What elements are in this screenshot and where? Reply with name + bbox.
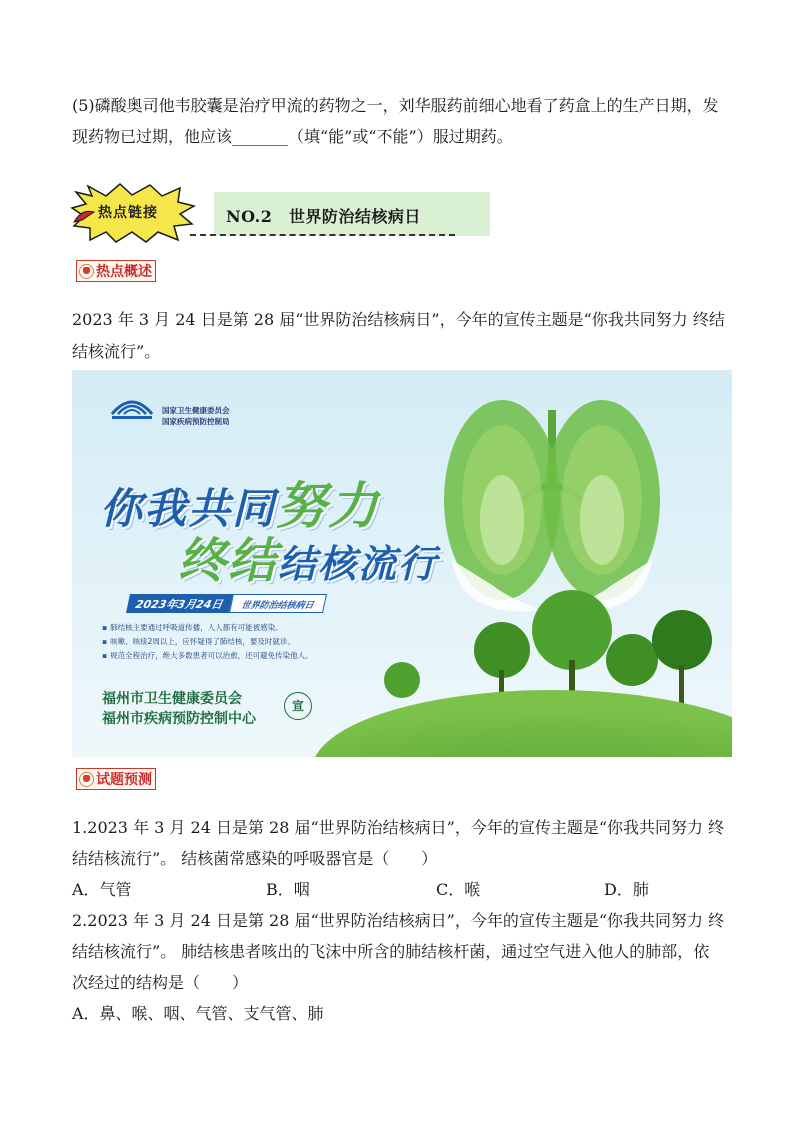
prediction-tag-label: 试题预测 [96, 772, 152, 788]
overview-line-2: 结核流行”。 [72, 342, 161, 361]
poster-date: 2023年3月24日 [126, 594, 233, 613]
poster-issuer-2: 福州市疾病预防控制中心 [102, 711, 256, 727]
tb-day-poster [72, 370, 732, 757]
headline-1-part-a: 你我共同 [100, 484, 277, 533]
poster-date-banner [128, 594, 325, 613]
topic-box [214, 192, 490, 236]
q1-line-2: 结结核流行”。 结核菌常感染的呼吸器官是（ ） [72, 849, 438, 868]
hot-link-label: 热点链接 [98, 205, 158, 221]
poster-org-1: 国家卫生健康委员会 [162, 406, 230, 415]
headline-2-part-a: 终结 [178, 533, 279, 589]
headline-2-part-b: 结核流行 [278, 542, 439, 586]
topic-title: NO.2 世界防治结核病日 [226, 207, 421, 226]
overview-tag-label: 热点概述 [96, 264, 152, 280]
q2-option-a: A．鼻、喉、咽、气管、支气管、肺 [72, 1004, 324, 1023]
hot-link-badge [68, 182, 198, 244]
q2-line-1: 2.2023 年 3 月 24 日是第 28 届“世界防治结核病日”，今年的宣传主题是“你我共同努力 终 [72, 911, 725, 930]
poster-issuer-1: 福州市卫生健康委员会 [102, 691, 242, 707]
poster-headline-2 [178, 522, 438, 591]
q1-option-a: A．气管 [72, 880, 132, 899]
overview-line-1: 2023 年 3 月 24 日是第 28 届“世界防治结核病日”，今年的宣传主题是“你我共同努力 终结 [72, 310, 725, 329]
q1-option-c: C．喉 [436, 880, 481, 899]
q2-line-2: 结结核流行”。 肺结核患者咳出的飞沫中所含的肺结核杆菌，通过空气进入他人的肺部，依 [72, 942, 710, 961]
prediction-tag [76, 768, 156, 790]
poster-org-2: 国家疾病预防控制局 [162, 417, 230, 426]
intro-question-line-2: 现药物已过期，他应该_______（填“能”或“不能”）服过期药。 [72, 127, 513, 146]
divider [190, 234, 455, 236]
poster-bullet-3: ▪ 规范全程治疗，绝大多数患者可以治愈，还可避免传染他人。 [102, 650, 313, 661]
intro-question-line-1: (5)磷酸奥司他韦胶囊是治疗甲流的药物之一，刘华服药前细心地看了药盒上的生产日期，发 [72, 96, 719, 115]
q2-line-3: 次经过的结构是（ ） [72, 973, 249, 992]
poster-bullet-2: ▪ 咳嗽、咳痰2周以上，应怀疑得了肺结核，要及时就诊。 [102, 636, 295, 647]
crown-icon [79, 772, 94, 787]
overview-tag [76, 260, 156, 282]
poster-bullet-1: ▪ 肺结核主要通过呼吸道传播，人人都有可能被感染。 [102, 622, 283, 633]
poster-day-name: 世界防治结核病日 [229, 594, 327, 613]
crown-icon [79, 264, 94, 279]
poster-issuer-mark: 宣 [284, 692, 312, 720]
q1-option-b: B．咽 [266, 880, 310, 899]
headline-1-part-b: 努力 [276, 477, 381, 535]
q1-option-d: D．肺 [604, 880, 649, 899]
q1-line-1: 1.2023 年 3 月 24 日是第 28 届“世界防治结核病日”，今年的宣传主题是“你我共同努力 终 [72, 818, 725, 837]
